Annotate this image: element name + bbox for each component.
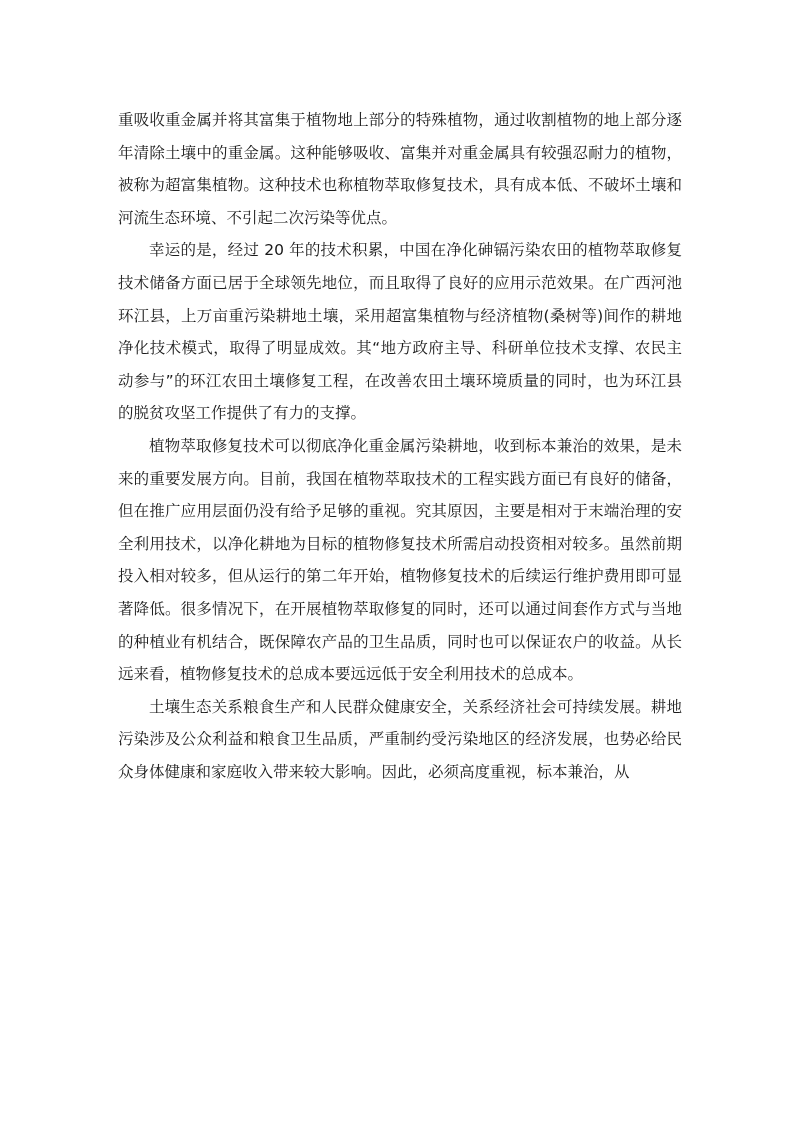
paragraph-technology-reserve: 幸运的是，经过 20 年的技术积累，中国在净化砷镉污染农田的植物萃取修复技术储备方面已居于全球领先地位，而且取得了良好的应用示范效果。在广西河池环江县，上万亩重污染耕地土壤，采用超富集植物与经济植物(桑树等)间作的耕地净化技术模式，取得了明显成效。其“地方政府主导、科研单位技术支撑、农民主动参与”的环江农田土壤修复工程，在改善农田土壤环境质量的同时，也为环江县的脱贫攻坚工作提供了有力的支撑。: [118, 241, 682, 423]
paragraph-continuation: 重吸收重金属并将其富集于植物地上部分的特殊植物，通过收割植物的地上部分逐年清除土壤中的重金属。这种能够吸收、富集并对重金属具有较强忍耐力的植物，被称为超富集植物。这种技术也称植物萃取修复技术，具有成本低、不破坏土壤和河流生态环境、不引起二次污染等优点。: [118, 111, 682, 227]
paragraph-development-direction: 植物萃取修复技术可以彻底净化重金属污染耕地，收到标本兼治的效果，是未来的重要发展方向。目前，我国在植物萃取技术的工程实践方面已有良好的储备，但在推广应用层面仍没有给予足够的重视。究其原因，主要是相对于末端治理的安全利用技术，以净化耕地为目标的植物修复技术所需启动投资相对较多。虽然前期投入相对较多，但从运行的第二年开始，植物修复技术的后续运行维护费用即可显著降低。很多情况下，在开展植物萃取修复的同时，还可以通过间套作方式与当地的种植业有机结合，既保障农产品的卫生品质，同时也可以保证农户的收益。从长远来看，植物修复技术的总成本要远远低于安全利用技术的总成本。: [118, 436, 682, 684]
document-body: [118, 104, 682, 788]
paragraph-soil-ecology: 土壤生态关系粮食生产和人民群众健康安全，关系经济社会可持续发展。耕地污染涉及公众利益和粮食卫生品质，严重制约受污染地区的经济发展，也势必给民众身体健康和家庭收入带来较大影响。因此，必须高度重视，标本兼治，从: [118, 697, 682, 781]
